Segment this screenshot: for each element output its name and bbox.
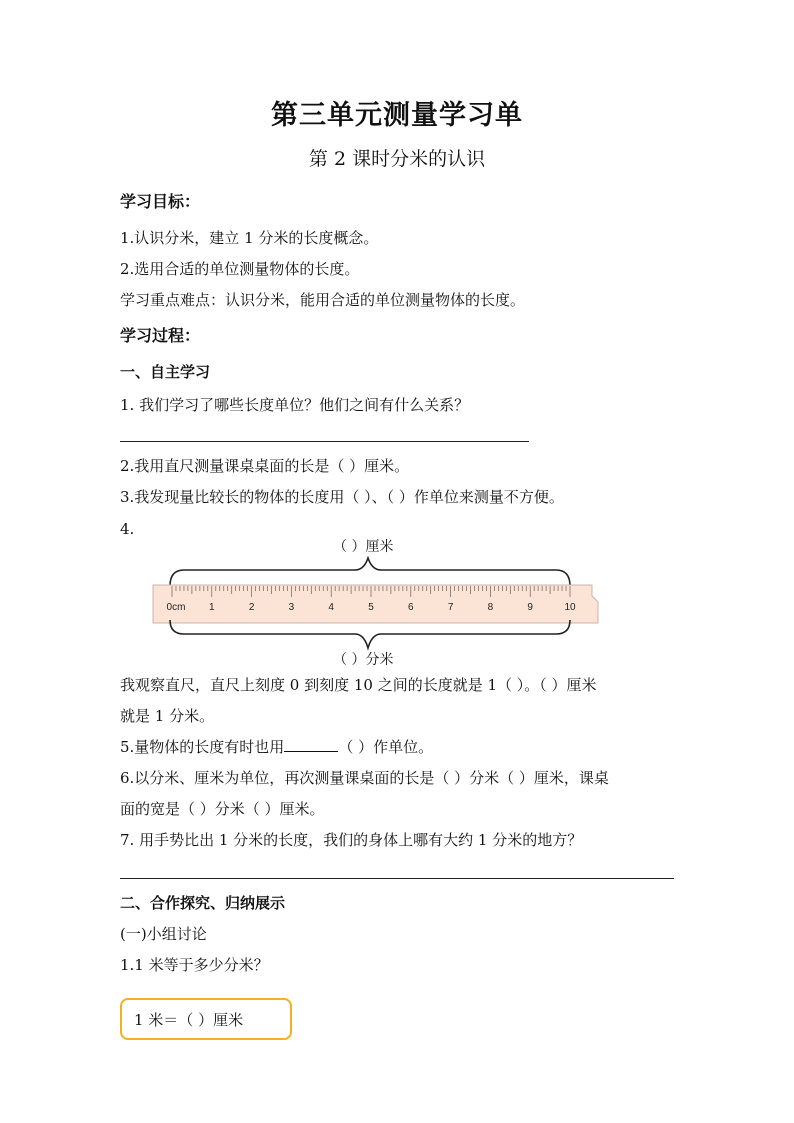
goals-heading: 学习目标： xyxy=(120,192,201,211)
question-4: 4. xyxy=(120,520,135,538)
section2-sub: (一)小组讨论 xyxy=(120,925,207,943)
question-3: 3.我发现量比较长的物体的长度用（ ）、（ ）作单位来测量不方便。 xyxy=(120,488,564,506)
ruler-top-label: （ ）厘米 xyxy=(333,539,394,555)
section2-question-1: 1.1 米等于多少分米？ xyxy=(120,956,269,974)
ruler-tick-label: 8 xyxy=(487,602,494,613)
ruler-bottom-label: （ ）分米 xyxy=(333,652,394,668)
blank-underline xyxy=(284,737,338,752)
goal-item-1: 1.认识分米，建立 1 分米的长度概念。 xyxy=(120,229,379,247)
focus-text: 学习重点难点：认识分米，能用合适的单位测量物体的长度。 xyxy=(120,291,526,309)
ruler-tick-label: 2 xyxy=(248,602,255,613)
ruler-tick-label: 3 xyxy=(288,602,295,613)
section1-heading: 一、自主学习 xyxy=(120,363,211,381)
top-brace xyxy=(170,558,570,586)
goal-item-2: 2.选用合适的单位测量物体的长度。 xyxy=(120,260,360,278)
ruler-tick-label: 10 xyxy=(564,602,576,613)
observe-line-1: 我观察直尺，直尺上刻度 0 到刻度 10 之间的长度就是 1（ ）。（ ）厘米 xyxy=(120,676,597,694)
answer-line-7 xyxy=(120,878,674,879)
ruler-tick-label: 6 xyxy=(408,602,414,613)
answer-box-text: 1 米＝（ ）厘米 xyxy=(134,1011,244,1029)
question-1: 1. 我们学习了哪些长度单位？他们之间有什么关系？ xyxy=(120,396,470,414)
page-title: 第三单元测量学习单 xyxy=(271,100,523,131)
answer-box xyxy=(120,998,292,1040)
ruler-tick-label: 4 xyxy=(328,602,334,613)
ruler-tick-label: 1 xyxy=(209,602,215,613)
page-subtitle: 第 2 课时分米的认识 xyxy=(308,148,486,170)
question-5-prefix: 5.量物体的长度有时也用 xyxy=(120,738,285,756)
question-5-suffix: （ ）作单位。 xyxy=(338,738,434,756)
question-6-line-1: 6.以分米、厘米为单位，再次测量课桌面的长是（ ）分米（ ）厘米，课桌 xyxy=(120,769,609,787)
answer-line-1 xyxy=(120,441,529,442)
process-heading: 学习过程： xyxy=(120,326,201,345)
ruler-tick-label: 7 xyxy=(447,602,454,613)
question-7: 7. 用手势比出 1 分米的长度，我们的身体上哪有大约 1 分米的地方？ xyxy=(120,831,583,849)
question-5 xyxy=(120,737,433,757)
observe-line-2: 就是 1 分米。 xyxy=(120,707,215,725)
ruler-tick-label: 9 xyxy=(527,602,533,613)
question-6-line-2: 面的宽是（ ）分米（ ）厘米。 xyxy=(120,800,325,818)
section2-heading: 二、合作探究、归纳展示 xyxy=(120,894,286,912)
ruler-unit-label: 0cm xyxy=(166,602,186,613)
bottom-brace xyxy=(170,620,570,648)
ruler-tick-label: 5 xyxy=(368,602,374,613)
question-2: 2.我用直尺测量课桌桌面的长是（ ）厘米。 xyxy=(120,457,410,475)
